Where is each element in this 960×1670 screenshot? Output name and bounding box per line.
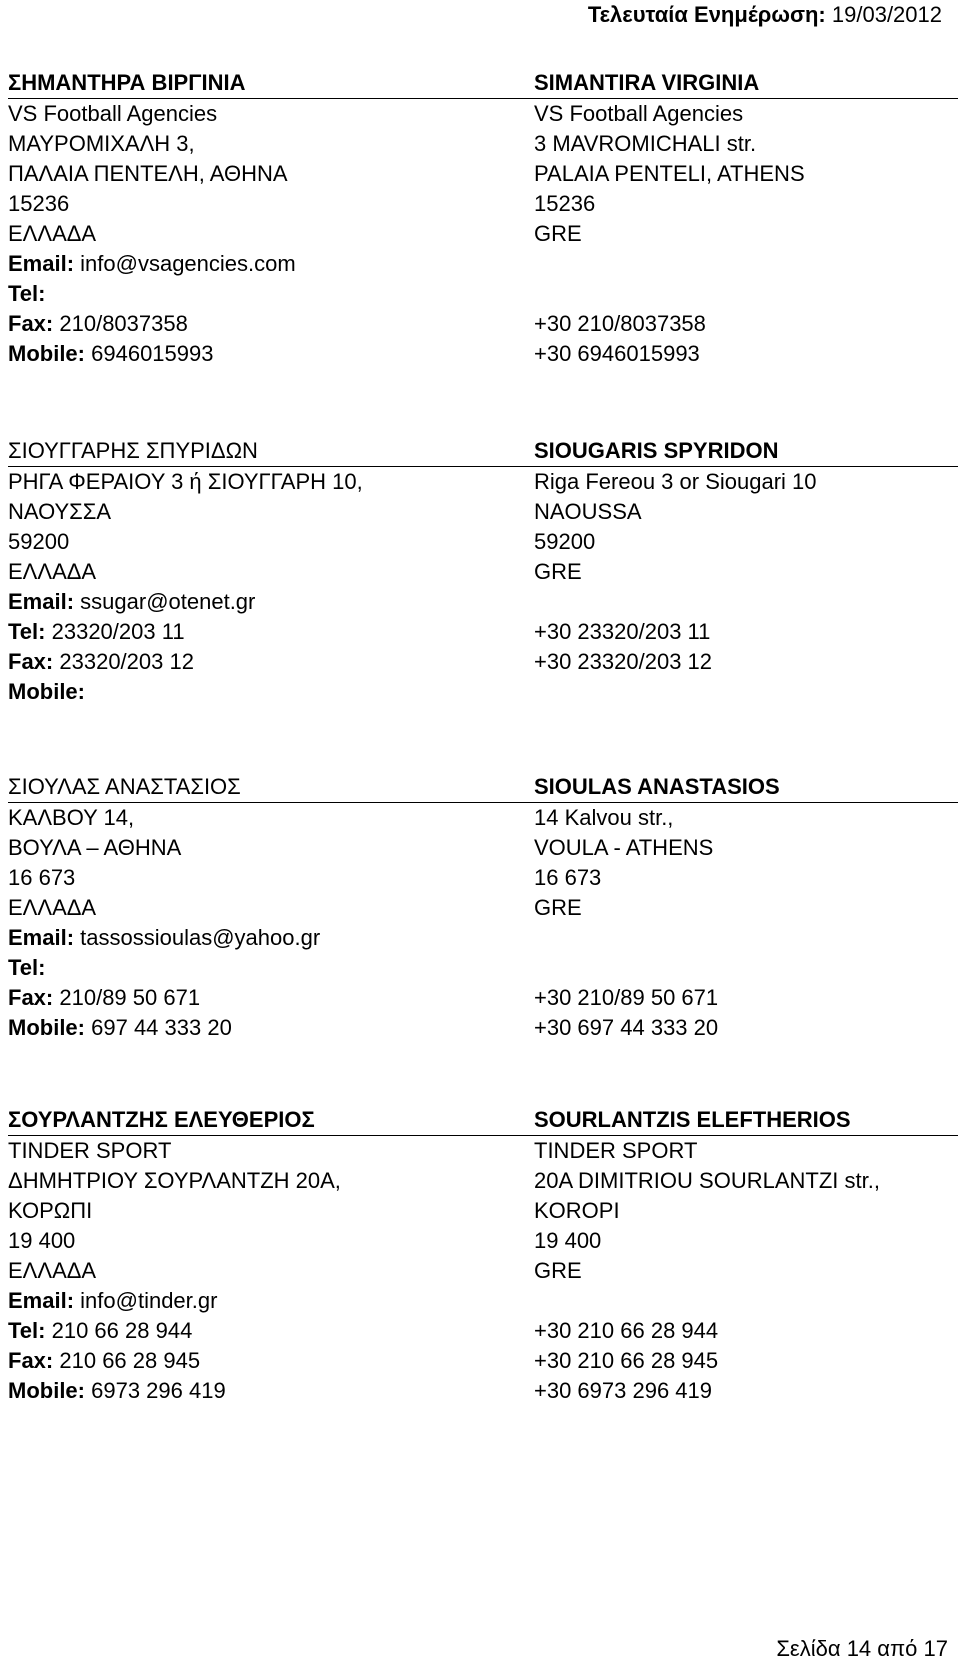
contact-zip-en: 15236 bbox=[534, 191, 596, 216]
contact-city-gr: ΠΑΛΑΙΑ ΠΕΝΤΕΛΗ, ΑΘΗΝΑ bbox=[8, 161, 288, 186]
mobile-label: Mobile: bbox=[8, 1015, 85, 1040]
contact-city-en: KOROPI bbox=[534, 1198, 620, 1223]
contact-entry bbox=[8, 68, 958, 369]
tel-label: Tel: bbox=[8, 1318, 46, 1343]
contact-address-en: 14 Kalvou str., bbox=[534, 805, 674, 830]
contact-country-gr: ΕΛΛΑΔΑ bbox=[8, 1258, 97, 1283]
contact-name-gr: ΣΙΟΥΓΓΑΡΗΣ ΣΠΥΡΙΔΩΝ bbox=[8, 438, 258, 463]
contact-zip-gr: 19 400 bbox=[8, 1228, 76, 1253]
contact-country-gr: ΕΛΛΑΔΑ bbox=[8, 559, 97, 584]
contact-mobile: 6946015993 bbox=[91, 341, 214, 366]
contact-address-en: Riga Fereou 3 or Siougari 10 bbox=[534, 469, 817, 494]
contact-zip-en: 19 400 bbox=[534, 1228, 602, 1253]
contact-name-gr: ΣΙΟΥΛΑΣ ΑΝΑΣΤΑΣΙΟΣ bbox=[8, 774, 241, 799]
contact-email[interactable]: tassossioulas@yahoo.gr bbox=[80, 925, 321, 950]
contact-name-gr: ΣΗΜΑΝΤΗΡΑ ΒΙΡΓΙΝΙΑ bbox=[8, 70, 246, 95]
contact-address-gr: ΡΗΓΑ ΦΕΡΑΙΟΥ 3 ή ΣΙΟΥΓΓΑΡΗ 10, bbox=[8, 469, 363, 494]
contact-tel: 210 66 28 944 bbox=[51, 1318, 193, 1343]
contact-name-en: SIOUGARIS SPYRIDON bbox=[534, 438, 779, 463]
contact-entry bbox=[8, 772, 958, 1043]
contact-address-en: 20A DIMITRIOU SOURLANTZI str., bbox=[534, 1168, 880, 1193]
contact-tel-intl: +30 210 66 28 944 bbox=[534, 1318, 719, 1343]
contact-country-en: GRE bbox=[534, 559, 582, 584]
email-label: Email: bbox=[8, 251, 75, 276]
contact-mobile: 697 44 333 20 bbox=[91, 1015, 232, 1040]
last-update-label: Τελευταία Ενημέρωση: bbox=[587, 2, 826, 27]
contact-tel: 23320/203 11 bbox=[51, 619, 185, 644]
contact-address-gr: ΔΗΜΗΤΡΙΟΥ ΣΟΥΡΛΑΝΤΖΗ 20Α, bbox=[8, 1168, 341, 1193]
contact-mobile-intl: +30 6973 296 419 bbox=[534, 1378, 713, 1403]
contact-country-en: GRE bbox=[534, 1258, 582, 1283]
fax-label: Fax: bbox=[8, 311, 54, 336]
tel-label: Tel: bbox=[8, 281, 46, 306]
contact-company-gr: VS Football Agencies bbox=[8, 101, 218, 126]
page-number: Σελίδα 14 από 17 bbox=[776, 1636, 948, 1661]
mobile-label: Mobile: bbox=[8, 341, 85, 366]
contact-entry bbox=[8, 436, 958, 707]
contact-fax: 210/89 50 671 bbox=[59, 985, 201, 1010]
contact-fax: 210/8037358 bbox=[59, 311, 188, 336]
contact-fax-intl: +30 210 66 28 945 bbox=[534, 1348, 719, 1373]
fax-label: Fax: bbox=[8, 1348, 54, 1373]
last-update bbox=[588, 0, 942, 30]
contact-name-en: SIMANTIRA VIRGINIA bbox=[534, 70, 760, 95]
contact-company-en: VS Football Agencies bbox=[534, 101, 744, 126]
contact-mobile: 6973 296 419 bbox=[91, 1378, 226, 1403]
contact-address-gr: ΚΑΛΒΟΥ 14, bbox=[8, 805, 135, 830]
contact-mobile-intl: +30 6946015993 bbox=[534, 341, 700, 366]
contact-address-gr: ΜΑΥΡΟΜΙΧΑΛΗ 3, bbox=[8, 131, 195, 156]
contact-name-gr: ΣΟΥΡΛΑΝΤΖΗΣ ΕΛΕΥΘΕΡΙΟΣ bbox=[8, 1107, 315, 1132]
fax-label: Fax: bbox=[8, 649, 54, 674]
tel-label: Tel: bbox=[8, 619, 46, 644]
contact-company-en: TINDER SPORT bbox=[534, 1138, 698, 1163]
contact-fax-intl: +30 210/89 50 671 bbox=[534, 985, 719, 1010]
contact-name-en: SOURLANTZIS ELEFTHERIOS bbox=[534, 1107, 851, 1132]
contact-country-en: GRE bbox=[534, 221, 582, 246]
mobile-label: Mobile: bbox=[8, 679, 85, 704]
contact-address-en: 3 MAVROMICHALI str. bbox=[534, 131, 757, 156]
contact-zip-gr: 15236 bbox=[8, 191, 70, 216]
contact-email[interactable]: info@vsagencies.com bbox=[80, 251, 296, 276]
contact-zip-en: 16 673 bbox=[534, 865, 602, 890]
mobile-label: Mobile: bbox=[8, 1378, 85, 1403]
contact-name-en: SIOULAS ANASTASIOS bbox=[534, 774, 780, 799]
contact-country-en: GRE bbox=[534, 895, 582, 920]
contact-fax-intl: +30 23320/203 12 bbox=[534, 649, 713, 674]
contact-city-en: VOULA - ATHENS bbox=[534, 835, 714, 860]
contact-fax-intl: +30 210/8037358 bbox=[534, 311, 706, 336]
tel-label: Tel: bbox=[8, 955, 46, 980]
contact-email[interactable]: info@tinder.gr bbox=[80, 1288, 218, 1313]
contact-entry bbox=[8, 1105, 958, 1406]
contact-country-gr: ΕΛΛΑΔΑ bbox=[8, 895, 97, 920]
contact-city-gr: ΒΟΥΛΑ – ΑΘΗΝΑ bbox=[8, 835, 182, 860]
contact-city-en: PALAIA PENTELI, ATHENS bbox=[534, 161, 805, 186]
email-label: Email: bbox=[8, 589, 75, 614]
last-update-date: 19/03/2012 bbox=[831, 2, 942, 27]
contact-zip-en: 59200 bbox=[534, 529, 596, 554]
contact-email[interactable]: ssugar@otenet.gr bbox=[80, 589, 256, 614]
contact-tel-intl: +30 23320/203 11 bbox=[534, 619, 711, 644]
contact-city-en: NAOUSSA bbox=[534, 499, 642, 524]
contact-zip-gr: 59200 bbox=[8, 529, 70, 554]
contact-company-gr: TINDER SPORT bbox=[8, 1138, 172, 1163]
contact-city-gr: ΝΑΟΥΣΣΑ bbox=[8, 499, 112, 524]
contact-mobile-intl: +30 697 44 333 20 bbox=[534, 1015, 719, 1040]
contact-fax: 210 66 28 945 bbox=[59, 1348, 201, 1373]
fax-label: Fax: bbox=[8, 985, 54, 1010]
contact-zip-gr: 16 673 bbox=[8, 865, 76, 890]
email-label: Email: bbox=[8, 925, 75, 950]
email-label: Email: bbox=[8, 1288, 75, 1313]
contact-city-gr: ΚΟΡΩΠΙ bbox=[8, 1198, 93, 1223]
contact-fax: 23320/203 12 bbox=[59, 649, 194, 674]
contact-country-gr: ΕΛΛΑΔΑ bbox=[8, 221, 97, 246]
